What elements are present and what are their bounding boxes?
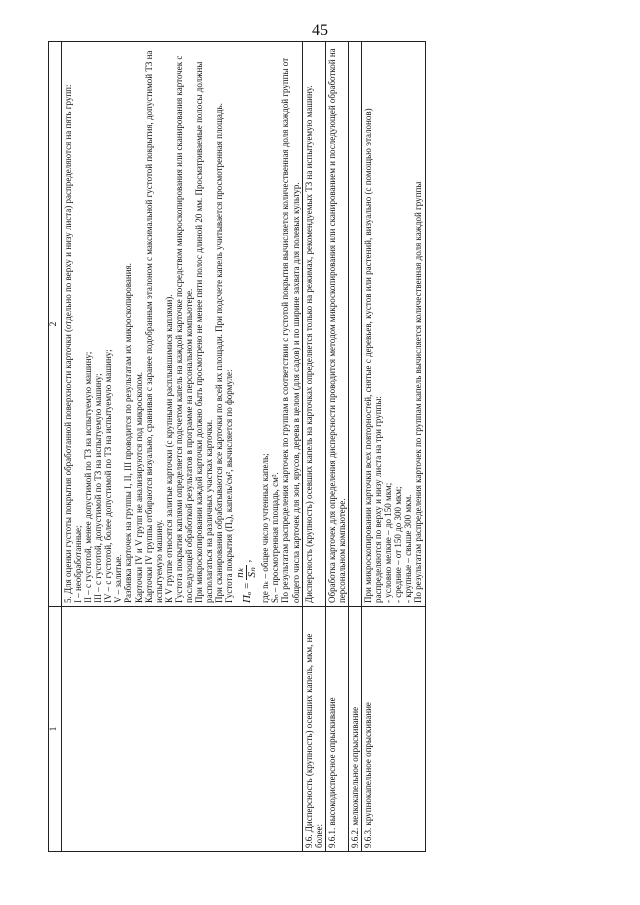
column-header-2: 2 bbox=[49, 42, 62, 607]
param-cell: 9.6.2. мелкокапельное опрыскивание bbox=[348, 607, 361, 852]
text-line: Карточки IV группы отбираются визуально, сравнивая с заранее подобранным эталоном с максимальной густотой покрытия, допустимой ТЗ на испытуемую машину. bbox=[143, 50, 164, 603]
coverage-formula bbox=[235, 560, 258, 603]
table-row bbox=[302, 42, 325, 852]
method-cell bbox=[362, 42, 425, 607]
text-line: Карточки IV и V групп не анализируются под микроскопом. bbox=[133, 371, 144, 603]
text-line: IV – с густотой, более допустимой по ТЗ на испытуемую машину; bbox=[103, 349, 114, 603]
method-cell bbox=[62, 42, 303, 607]
text-line: Густота покрытия каплями определяется подсчетом капель на каждой карточке посредством микроскопирования или сканирования карточек с последующей обработкой результатов в программе на персональном компьютере. bbox=[173, 55, 194, 603]
text-line: где nₖ – общее число учтенных капель; bbox=[260, 453, 271, 603]
text-line: III – с густотой, допустимой по ТЗ на испытуемую машину; bbox=[93, 373, 104, 603]
text-line: Sₙ – просмотренная площадь, см². bbox=[270, 472, 281, 603]
text-line: - условно мелкие – до 150 мкм; bbox=[383, 482, 394, 603]
text-line: - крупные – свыше 300 мкм. bbox=[403, 494, 414, 603]
text-line: I – необработанные; bbox=[73, 525, 84, 603]
spec-table bbox=[48, 41, 426, 852]
text-line: - средние – от 150 до 300 мкм; bbox=[393, 486, 404, 603]
page-number: 45 bbox=[312, 22, 328, 39]
text-line: При сканировании обрабатываются все карточки по всей их площади. При подсчете капель учитывается просмотренная площадь. bbox=[214, 103, 225, 603]
table-row bbox=[362, 42, 425, 852]
text-line: При микроскопировании карточки всех повторностей, снятые с деревьев, кустов или растений, визуально (с помощью эталонов) распределяются по верху и низу листа на три группы: bbox=[363, 108, 384, 603]
text-line: 5. Для оценки густоты покрытия обработанной поверхности карточки (отдельно по верху и низу листа) распределяются на пять групп: bbox=[63, 84, 73, 603]
formula-lhs: Пₒ bbox=[240, 591, 253, 603]
formula-tail: , bbox=[240, 559, 253, 563]
param-cell: 9.6. Дисперсность (крупность) осевших капель, мкм, не более: bbox=[302, 607, 325, 852]
formula-denominator: Sₙ bbox=[246, 567, 259, 578]
text-line: К V группе относятся залитые карточки (с крупными расплывшимися каплями). bbox=[163, 294, 174, 603]
param-cell: 9.6.1. высокодисперсное опрыскивание bbox=[325, 607, 348, 852]
method-cell: Обработка карточек для определения дисперсности проводится методом микроскопирования или сканированием и последующей обработкой на персональном компьютере. bbox=[325, 42, 348, 607]
method-cell: Дисперсность (крупность) осевших капель на карточках определяется только на режимах, рекомендуемых ТЗ на испытуемую машину. bbox=[302, 42, 325, 607]
text-line: II – с густотой, менее допустимой по ТЗ на испытуемую машину; bbox=[83, 351, 94, 603]
table-row bbox=[325, 42, 348, 852]
text-line: При микроскопировании каждой карточки должно быть просмотрено не менее пяти полос длиной 20 мм. Просматриваемые полосы должны располагаться на различных участках карточки. bbox=[194, 61, 215, 603]
table-row bbox=[348, 42, 361, 852]
formula-numerator: nₖ bbox=[234, 567, 247, 578]
table-header-row bbox=[49, 42, 62, 852]
text-line: V – залитые. bbox=[113, 554, 124, 603]
text-line: Густота покрытия (Пₒ), капель/см², вычисляется по формуле: bbox=[224, 369, 235, 603]
method-cell bbox=[348, 42, 361, 607]
text-line: По результатам распределения карточек по группам в соответствии с густотой покрытия вычисляется количественная доля каждой группы от общего числа карточек для зон, ярусов, дерева в целом (для садов) и по ширине захвата для полевых культур. bbox=[280, 57, 301, 603]
text-line: Разбивка карточек на группы I, II, III проводится по результатам их микроскопирования. bbox=[123, 263, 134, 603]
column-header-1: 1 bbox=[49, 607, 62, 852]
rotated-table-container bbox=[48, 42, 588, 852]
formula-equals: = bbox=[240, 582, 253, 589]
param-cell: 9.6.3. крупнокапельное опрыскивание bbox=[362, 607, 425, 852]
text-line: По результатам распределения карточек по группам капель вычисляется количественная доля каждой группы bbox=[413, 181, 424, 603]
formula-fraction bbox=[235, 566, 258, 580]
table-row-density bbox=[62, 42, 303, 852]
param-cell bbox=[62, 607, 303, 852]
